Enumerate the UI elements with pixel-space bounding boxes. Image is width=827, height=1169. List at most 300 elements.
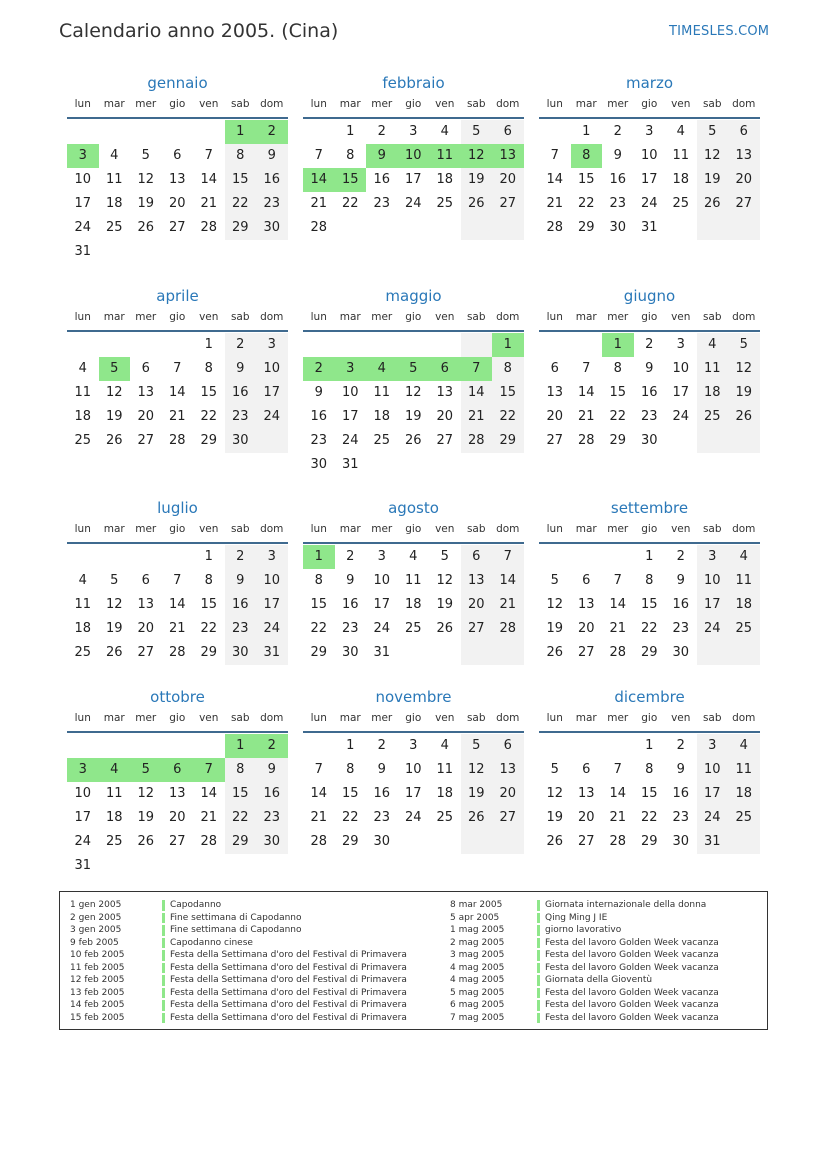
day-cell: 12 xyxy=(461,758,493,782)
day-cell: 23 xyxy=(256,806,288,830)
day-cell: 13 xyxy=(137,597,155,612)
day-cell: 27 xyxy=(577,645,595,660)
day-cell: 13 xyxy=(492,758,524,782)
legend-marker xyxy=(162,913,165,924)
holiday-day: 13 xyxy=(492,144,524,168)
legend-holiday-name: Festa della Settimana d'oro del Festival di Primavera xyxy=(170,987,407,998)
legend-marker xyxy=(537,925,540,936)
legend-date: 2 gen 2005 xyxy=(70,912,122,923)
day-cell: 9 xyxy=(645,361,654,376)
day-cell: 26 xyxy=(137,834,155,849)
legend-date: 8 mar 2005 xyxy=(450,900,503,910)
day-cell: 31 xyxy=(74,244,92,259)
holiday-day: 3 xyxy=(67,758,99,782)
weekday-label: lun xyxy=(546,523,563,535)
day-cell: 14 xyxy=(546,172,564,187)
day-cell: 23 xyxy=(373,810,391,825)
day-grid xyxy=(539,545,760,689)
day-cell: 5 xyxy=(461,734,493,758)
month-dicembre xyxy=(539,686,760,886)
day-cell: 14 xyxy=(609,597,627,612)
day-cell: 15 xyxy=(200,597,218,612)
day-cell: 15 xyxy=(341,786,359,801)
day-cell: 12 xyxy=(105,385,123,400)
day-cell: 14 xyxy=(310,786,328,801)
weekday-label: sab xyxy=(702,712,722,724)
brand-link[interactable]: TIMESLES.COM xyxy=(669,24,770,39)
weekday-label: gio xyxy=(641,311,658,323)
day-grid xyxy=(303,545,524,689)
holiday-day: 1 xyxy=(492,333,524,357)
day-cell: 26 xyxy=(546,834,564,849)
weekday-label: gio xyxy=(405,311,422,323)
legend-marker xyxy=(537,1000,540,1011)
legend-marker xyxy=(537,900,540,911)
day-cell: 26 xyxy=(728,405,760,429)
day-cell: 6 xyxy=(461,545,493,569)
weekday-label: mar xyxy=(575,523,597,535)
header-rule xyxy=(539,542,760,544)
day-cell: 23 xyxy=(373,196,391,211)
day-cell: 26 xyxy=(461,192,493,216)
holiday-day: 1 xyxy=(303,545,335,569)
day-cell: 20 xyxy=(577,810,595,825)
weekday-label: dom xyxy=(260,712,284,724)
legend-holiday-name: Giornata internazionale della donna xyxy=(545,900,707,910)
day-cell: 10 xyxy=(256,357,288,381)
weekday-label: gio xyxy=(405,98,422,110)
day-cell: 17 xyxy=(404,786,422,801)
legend-holiday-name: Festa della Settimana d'oro del Festival di Primavera xyxy=(170,950,407,960)
day-cell: 8 xyxy=(225,144,257,168)
day-cell: 3 xyxy=(645,124,654,139)
weekday-label: mar xyxy=(339,523,361,535)
day-cell: 29 xyxy=(200,645,218,660)
month-title: marzo xyxy=(625,74,674,92)
day-cell: 18 xyxy=(436,172,454,187)
day-cell: 21 xyxy=(200,810,218,825)
day-cell: 20 xyxy=(461,593,493,617)
day-cell: 22 xyxy=(640,621,658,636)
weekday-label: gio xyxy=(169,712,186,724)
day-cell: 12 xyxy=(137,786,155,801)
day-cell: 12 xyxy=(546,786,564,801)
weekday-header xyxy=(539,521,760,537)
day-cell: 10 xyxy=(640,148,658,163)
weekday-label: mar xyxy=(103,311,125,323)
day-cell: 21 xyxy=(168,621,186,636)
day-cell: 28 xyxy=(546,220,564,235)
weekday-label: mer xyxy=(135,311,157,323)
day-cell: 18 xyxy=(373,409,391,424)
day-cell: 26 xyxy=(436,621,454,636)
weekday-label: sab xyxy=(702,523,722,535)
weekday-label: dom xyxy=(496,712,520,724)
day-cell: 22 xyxy=(341,810,359,825)
day-cell: 10 xyxy=(373,573,391,588)
weekday-label: mer xyxy=(371,712,393,724)
legend-row xyxy=(450,1012,760,1025)
day-cell: 10 xyxy=(697,758,729,782)
legend-marker xyxy=(162,1013,165,1024)
weekday-label: gio xyxy=(405,712,422,724)
legend-row xyxy=(450,924,760,937)
day-cell: 6 xyxy=(582,762,591,777)
holiday-legend xyxy=(59,891,768,1030)
legend-date: 4 mag 2005 xyxy=(450,962,505,973)
day-cell: 19 xyxy=(404,409,422,424)
day-cell: 20 xyxy=(492,782,524,806)
day-cell: 26 xyxy=(105,433,123,448)
weekday-label: mar xyxy=(339,311,361,323)
day-cell: 22 xyxy=(200,409,218,424)
day-cell: 30 xyxy=(256,830,288,854)
legend-marker xyxy=(537,913,540,924)
day-cell: 7 xyxy=(613,762,622,777)
month-marzo xyxy=(539,72,760,272)
weekday-label: dom xyxy=(732,523,756,535)
legend-date: 10 feb 2005 xyxy=(70,950,125,960)
day-cell: 30 xyxy=(256,216,288,240)
holiday-day: 7 xyxy=(193,758,225,782)
legend-date: 13 feb 2005 xyxy=(70,987,125,998)
day-cell: 30 xyxy=(310,457,328,472)
day-cell: 19 xyxy=(697,168,729,192)
weekday-label: sab xyxy=(466,311,486,323)
day-cell: 25 xyxy=(404,621,422,636)
day-cell: 20 xyxy=(546,409,564,424)
legend-row xyxy=(70,974,450,987)
day-cell: 31 xyxy=(256,641,288,665)
day-cell: 21 xyxy=(310,196,328,211)
day-cell: 26 xyxy=(137,220,155,235)
weekday-label: mer xyxy=(607,98,629,110)
holiday-day: 5 xyxy=(99,357,131,381)
holiday-day: 2 xyxy=(256,734,288,758)
day-cell: 4 xyxy=(676,124,685,139)
day-cell: 18 xyxy=(404,597,422,612)
day-grid xyxy=(303,333,524,477)
weekday-label: gio xyxy=(169,523,186,535)
weekday-label: mar xyxy=(339,712,361,724)
day-cell: 23 xyxy=(310,433,328,448)
day-cell: 6 xyxy=(173,148,182,163)
day-cell: 7 xyxy=(173,361,182,376)
legend-holiday-name: Festa del lavoro Golden Week vacanza xyxy=(545,1000,719,1010)
day-cell: 19 xyxy=(461,782,493,806)
legend-holiday-name: Fine settimana di Capodanno xyxy=(170,912,302,923)
day-cell: 9 xyxy=(225,569,257,593)
day-cell: 23 xyxy=(225,617,257,641)
day-cell: 30 xyxy=(640,433,658,448)
day-cell: 30 xyxy=(373,834,391,849)
day-cell: 30 xyxy=(225,429,257,453)
day-cell: 28 xyxy=(609,834,627,849)
day-grid xyxy=(67,120,288,264)
day-cell: 2 xyxy=(613,124,622,139)
weekday-label: mar xyxy=(103,712,125,724)
day-cell: 8 xyxy=(346,762,355,777)
weekday-label: lun xyxy=(310,311,327,323)
weekday-label: gio xyxy=(169,311,186,323)
day-cell: 9 xyxy=(676,762,685,777)
header-rule xyxy=(303,542,524,544)
day-cell: 14 xyxy=(200,786,218,801)
day-cell: 12 xyxy=(105,597,123,612)
day-cell: 22 xyxy=(640,810,658,825)
legend-marker xyxy=(162,900,165,911)
month-title: giugno xyxy=(623,287,676,305)
legend-row xyxy=(450,987,760,1000)
holiday-day: 4 xyxy=(366,357,398,381)
weekday-label: sab xyxy=(230,311,250,323)
day-cell: 29 xyxy=(310,645,328,660)
holiday-day: 11 xyxy=(429,144,461,168)
day-cell: 24 xyxy=(341,433,359,448)
day-cell: 10 xyxy=(341,385,359,400)
weekday-label: ven xyxy=(435,311,455,323)
day-grid xyxy=(539,120,760,264)
day-cell: 28 xyxy=(609,645,627,660)
legend-marker xyxy=(162,925,165,936)
day-cell: 11 xyxy=(74,597,92,612)
day-cell: 9 xyxy=(256,758,288,782)
legend-holiday-name: Festa del lavoro Golden Week vacanza xyxy=(545,987,719,998)
weekday-label: ven xyxy=(435,523,455,535)
day-cell: 30 xyxy=(341,645,359,660)
weekday-header xyxy=(67,309,288,325)
weekday-label: ven xyxy=(671,523,691,535)
legend-row xyxy=(70,937,450,950)
holiday-day: 2 xyxy=(256,120,288,144)
day-cell: 14 xyxy=(577,385,595,400)
day-cell: 27 xyxy=(728,192,760,216)
legend-date: 2 mag 2005 xyxy=(450,937,505,948)
day-cell: 29 xyxy=(341,834,359,849)
legend-date: 15 feb 2005 xyxy=(70,1012,125,1023)
weekday-label: gio xyxy=(641,98,658,110)
legend-date: 5 mag 2005 xyxy=(450,987,505,998)
day-cell: 29 xyxy=(492,429,524,453)
day-cell: 15 xyxy=(640,597,658,612)
day-cell: 26 xyxy=(697,192,729,216)
day-cell: 7 xyxy=(492,545,524,569)
day-cell: 4 xyxy=(78,573,87,588)
weekday-label: gio xyxy=(169,98,186,110)
legend-marker xyxy=(162,988,165,999)
weekday-label: mar xyxy=(575,98,597,110)
day-cell: 13 xyxy=(168,786,186,801)
day-cell: 22 xyxy=(310,621,328,636)
day-cell: 27 xyxy=(492,806,524,830)
day-cell: 14 xyxy=(492,569,524,593)
holiday-day: 6 xyxy=(429,357,461,381)
weekday-label: dom xyxy=(732,98,756,110)
day-cell: 25 xyxy=(436,196,454,211)
holiday-day: 7 xyxy=(461,357,493,381)
day-cell: 2 xyxy=(377,738,386,753)
legend-row xyxy=(450,937,760,950)
day-cell: 24 xyxy=(404,196,422,211)
weekday-header xyxy=(303,309,524,325)
day-cell: 7 xyxy=(204,148,213,163)
day-cell: 16 xyxy=(225,381,257,405)
day-cell: 29 xyxy=(609,433,627,448)
legend-date: 9 feb 2005 xyxy=(70,937,119,948)
month-title: gennaio xyxy=(147,74,208,92)
legend-marker xyxy=(537,975,540,986)
day-cell: 1 xyxy=(346,124,355,139)
day-cell: 16 xyxy=(672,597,690,612)
day-cell: 11 xyxy=(728,758,760,782)
day-cell: 8 xyxy=(225,758,257,782)
day-cell: 3 xyxy=(409,738,418,753)
day-cell: 9 xyxy=(314,385,323,400)
day-cell: 31 xyxy=(74,858,92,873)
legend-row xyxy=(70,1012,450,1025)
weekday-label: sab xyxy=(702,98,722,110)
day-cell: 17 xyxy=(672,385,690,400)
weekday-label: dom xyxy=(496,98,520,110)
month-febbraio xyxy=(303,72,524,272)
day-cell: 6 xyxy=(582,573,591,588)
day-cell: 1 xyxy=(582,124,591,139)
header-rule xyxy=(539,731,760,733)
day-cell: 11 xyxy=(74,385,92,400)
weekday-label: ven xyxy=(199,712,219,724)
day-cell: 1 xyxy=(204,337,213,352)
holiday-day: 12 xyxy=(461,144,493,168)
day-cell: 6 xyxy=(141,361,150,376)
weekday-label: sab xyxy=(702,311,722,323)
day-cell: 10 xyxy=(697,569,729,593)
day-cell: 18 xyxy=(728,593,760,617)
weekday-label: lun xyxy=(546,311,563,323)
day-cell: 18 xyxy=(672,172,690,187)
weekday-label: mer xyxy=(371,311,393,323)
holiday-day: 3 xyxy=(67,144,99,168)
weekday-label: lun xyxy=(74,311,91,323)
day-cell: 15 xyxy=(310,597,328,612)
day-cell: 15 xyxy=(225,782,257,806)
day-cell: 27 xyxy=(168,220,186,235)
day-cell: 11 xyxy=(373,385,391,400)
day-cell: 25 xyxy=(436,810,454,825)
day-cell: 23 xyxy=(341,621,359,636)
day-cell: 28 xyxy=(200,834,218,849)
day-cell: 4 xyxy=(110,148,119,163)
legend-holiday-name: giorno lavorativo xyxy=(545,925,622,935)
weekday-header xyxy=(539,309,760,325)
day-cell: 3 xyxy=(676,337,685,352)
day-cell: 26 xyxy=(461,806,493,830)
day-cell: 2 xyxy=(645,337,654,352)
legend-row xyxy=(70,899,450,912)
day-cell: 3 xyxy=(256,545,288,569)
page-title: Calendario anno 2005. (Cina) xyxy=(59,20,339,42)
weekday-label: dom xyxy=(260,523,284,535)
header-rule xyxy=(67,731,288,733)
day-cell: 4 xyxy=(728,545,760,569)
legend-marker xyxy=(537,950,540,961)
day-cell: 21 xyxy=(310,810,328,825)
day-cell: 30 xyxy=(609,220,627,235)
day-cell: 24 xyxy=(256,405,288,429)
day-cell: 1 xyxy=(204,549,213,564)
day-cell: 11 xyxy=(672,148,690,163)
holiday-day: 3 xyxy=(335,357,367,381)
legend-row xyxy=(70,999,450,1012)
day-grid xyxy=(539,734,760,878)
day-cell: 7 xyxy=(550,148,559,163)
weekday-label: sab xyxy=(466,98,486,110)
weekday-label: lun xyxy=(310,712,327,724)
legend-holiday-name: Fine settimana di Capodanno xyxy=(170,925,302,935)
legend-date: 1 mag 2005 xyxy=(450,925,505,935)
day-cell: 19 xyxy=(137,196,155,211)
day-cell: 9 xyxy=(256,144,288,168)
weekday-label: mar xyxy=(103,523,125,535)
day-cell: 2 xyxy=(676,549,685,564)
day-cell: 18 xyxy=(436,786,454,801)
day-cell: 3 xyxy=(697,545,729,569)
weekday-label: sab xyxy=(230,712,250,724)
day-cell: 22 xyxy=(341,196,359,211)
weekday-label: mer xyxy=(135,712,157,724)
month-title: ottobre xyxy=(150,688,205,706)
month-title: novembre xyxy=(375,688,452,706)
weekday-label: gio xyxy=(641,523,658,535)
day-cell: 23 xyxy=(256,192,288,216)
weekday-label: sab xyxy=(466,523,486,535)
day-cell: 14 xyxy=(168,597,186,612)
day-cell: 17 xyxy=(697,593,729,617)
day-grid xyxy=(539,333,760,477)
day-cell: 11 xyxy=(728,569,760,593)
day-cell: 22 xyxy=(200,621,218,636)
legend-holiday-name: Festa della Settimana d'oro del Festival di Primavera xyxy=(170,1012,407,1023)
month-title: settembre xyxy=(610,499,689,517)
legend-row xyxy=(70,924,450,937)
day-cell: 15 xyxy=(577,172,595,187)
day-cell: 15 xyxy=(225,168,257,192)
day-cell: 25 xyxy=(105,220,123,235)
month-agosto xyxy=(303,497,524,697)
day-cell: 16 xyxy=(373,786,391,801)
holiday-day: 14 xyxy=(303,168,335,192)
legend-holiday-name: Festa del lavoro Golden Week vacanza xyxy=(545,950,719,960)
day-cell: 5 xyxy=(550,573,559,588)
day-cell: 19 xyxy=(105,409,123,424)
day-cell: 9 xyxy=(377,762,386,777)
day-cell: 25 xyxy=(373,433,391,448)
legend-holiday-name: Festa della Settimana d'oro del Festival di Primavera xyxy=(170,975,407,985)
weekday-header xyxy=(303,710,524,726)
day-cell: 21 xyxy=(546,196,564,211)
day-cell: 28 xyxy=(461,429,493,453)
weekday-label: mer xyxy=(371,98,393,110)
day-cell: 13 xyxy=(137,385,155,400)
weekday-label: lun xyxy=(74,523,91,535)
day-cell: 21 xyxy=(492,593,524,617)
day-cell: 6 xyxy=(492,734,524,758)
day-cell: 14 xyxy=(168,385,186,400)
day-cell: 25 xyxy=(728,806,760,830)
day-cell: 1 xyxy=(645,738,654,753)
weekday-header xyxy=(67,96,288,112)
day-cell: 15 xyxy=(200,385,218,400)
weekday-header xyxy=(539,710,760,726)
